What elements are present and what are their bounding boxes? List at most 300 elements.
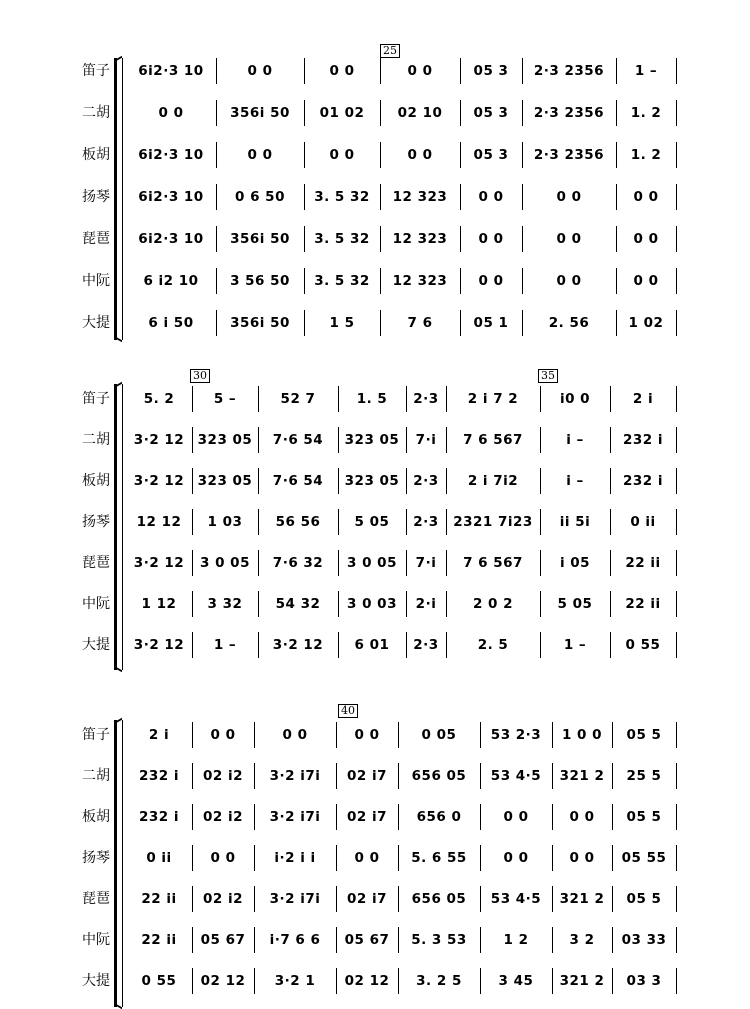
barline	[192, 427, 193, 453]
barline	[192, 509, 193, 535]
measure-notation: i 05	[559, 555, 591, 571]
barline	[460, 268, 461, 294]
measure-notation: 3. 2 5	[416, 973, 462, 989]
measure-notation: i0 0	[559, 391, 591, 407]
barline	[552, 886, 553, 912]
barline	[612, 804, 613, 830]
barline	[612, 927, 613, 953]
measure-notation: 12 323	[392, 189, 448, 205]
measure-notation: 7·i	[415, 432, 437, 448]
barline	[304, 100, 305, 126]
measure-notation: 2·3	[413, 514, 439, 530]
barline	[192, 632, 193, 658]
measure-notation: 25 5	[626, 768, 662, 784]
barline	[676, 763, 677, 789]
measure-notation: 0 0	[210, 727, 236, 743]
barline	[192, 591, 193, 617]
barline	[216, 268, 217, 294]
measure-notation: 1 5	[329, 315, 355, 331]
barline	[610, 468, 611, 494]
measure-notation: 0 0	[633, 273, 659, 289]
measure-notation: 56 56	[275, 514, 321, 530]
instrument-label: 扬琴	[82, 850, 110, 866]
measure-notation: 232 i	[138, 809, 179, 825]
measure-notation: 5. 2	[143, 391, 175, 407]
barline	[616, 310, 617, 336]
measure-notation: 0 05	[421, 727, 457, 743]
barline	[406, 386, 407, 412]
barline	[380, 100, 381, 126]
barline	[540, 509, 541, 535]
barline	[446, 427, 447, 453]
measure-notation: 6 i2 10	[143, 273, 199, 289]
barline	[610, 386, 611, 412]
barline	[192, 386, 193, 412]
barline	[610, 509, 611, 535]
measure-notation: 3·2 i7i	[269, 891, 321, 907]
measure-notation: 3 0 05	[200, 555, 250, 571]
instrument-label: 大提	[82, 973, 110, 989]
barline	[304, 142, 305, 168]
measure-notation: 3 32	[207, 596, 243, 612]
measure-notation: 1 2	[503, 932, 529, 948]
measure-notation: 6i2·3 10	[138, 231, 204, 247]
barline	[254, 722, 255, 748]
instrument-label: 二胡	[82, 105, 110, 121]
measure-notation: 0 0	[633, 231, 659, 247]
measure-notation: 321 2	[559, 973, 605, 989]
barline	[258, 591, 259, 617]
barline	[480, 927, 481, 953]
instrument-label: 中阮	[82, 273, 110, 289]
measure-notation: 2·3 2356	[533, 147, 605, 163]
measure-notation: 22 ii	[141, 891, 177, 907]
barline	[460, 58, 461, 84]
measure-notation: 7·6 32	[272, 555, 324, 571]
measure-notation: 7 6 567	[463, 555, 523, 571]
barline	[616, 58, 617, 84]
measure-notation: 0 0	[282, 727, 308, 743]
measure-notation: 0 0	[569, 809, 595, 825]
barline	[522, 310, 523, 336]
measure-notation: 0 6 50	[235, 189, 285, 205]
measure-notation: 5 –	[213, 391, 237, 407]
barline	[676, 927, 677, 953]
barline	[304, 268, 305, 294]
measure-notation: 1. 2	[630, 147, 662, 163]
measure-notation: 05 5	[626, 809, 662, 825]
measure-notation: 2·3 2356	[533, 63, 605, 79]
barline	[676, 722, 677, 748]
barline	[522, 184, 523, 210]
barline	[612, 968, 613, 994]
barline	[480, 845, 481, 871]
barline	[676, 845, 677, 871]
barline	[612, 886, 613, 912]
instrument-label: 板胡	[82, 809, 110, 825]
measure-notation: 232 i	[622, 432, 663, 448]
measure-notation: 02 i2	[202, 768, 243, 784]
measure-notation: 1 03	[207, 514, 243, 530]
measure-notation: 656 0	[416, 809, 462, 825]
measure-notation: 12 12	[136, 514, 182, 530]
barline	[398, 845, 399, 871]
measure-notation: 0 0	[633, 189, 659, 205]
measure-notation: 1 –	[563, 637, 587, 653]
barline	[398, 804, 399, 830]
measure-notation: 05 3	[473, 147, 509, 163]
measure-notation: 2·3	[413, 391, 439, 407]
measure-notation: i –	[566, 473, 584, 489]
measure-notation: 323 05	[197, 473, 253, 489]
measure-notation: 7·6 54	[272, 432, 324, 448]
measure-notation: 02 i7	[346, 768, 387, 784]
measure-notation: 1. 5	[356, 391, 388, 407]
measure-notation: 02 i7	[346, 891, 387, 907]
barline	[552, 763, 553, 789]
barline	[676, 58, 677, 84]
barline	[522, 142, 523, 168]
barline	[254, 804, 255, 830]
barline	[676, 632, 677, 658]
instrument-label: 笛子	[82, 391, 110, 407]
barline	[192, 886, 193, 912]
barline	[522, 58, 523, 84]
measure-notation: ii 5i	[559, 514, 591, 530]
barline	[192, 722, 193, 748]
measure-notation: 52 7	[280, 391, 316, 407]
barline	[254, 968, 255, 994]
measure-notation: 05 5	[626, 727, 662, 743]
barline	[446, 632, 447, 658]
barline	[616, 142, 617, 168]
barline	[676, 310, 677, 336]
barline	[676, 804, 677, 830]
measure-notation: 3. 5 32	[314, 189, 370, 205]
barline	[216, 142, 217, 168]
barline	[380, 310, 381, 336]
barline	[192, 763, 193, 789]
barline	[216, 58, 217, 84]
barline	[540, 550, 541, 576]
measure-notation: 05 55	[621, 850, 667, 866]
barline	[460, 100, 461, 126]
barline	[610, 632, 611, 658]
barline	[192, 845, 193, 871]
measure-notation: 02 12	[200, 973, 246, 989]
barline	[254, 927, 255, 953]
instrument-label: 琵琶	[82, 231, 110, 247]
barline	[480, 804, 481, 830]
measure-notation: 05 67	[200, 932, 246, 948]
measure-notation: 05 3	[473, 63, 509, 79]
measure-notation: 02 i7	[346, 809, 387, 825]
barline	[676, 550, 677, 576]
measure-notation: 1 02	[628, 315, 664, 331]
barline	[480, 763, 481, 789]
barline	[552, 927, 553, 953]
barline	[460, 184, 461, 210]
measure-notation: 356i 50	[230, 105, 290, 121]
measure-notation: 03 3	[626, 973, 662, 989]
barline	[216, 226, 217, 252]
barline	[336, 763, 337, 789]
measure-notation: 22 ii	[625, 596, 661, 612]
instrument-label: 大提	[82, 315, 110, 331]
barline	[192, 968, 193, 994]
measure-notation: 0 0	[247, 147, 273, 163]
barline	[522, 268, 523, 294]
measure-notation: 0 0	[407, 147, 433, 163]
barline	[258, 386, 259, 412]
measure-notation: 3·2 12	[133, 637, 185, 653]
barline	[216, 184, 217, 210]
barline	[336, 845, 337, 871]
barline	[254, 763, 255, 789]
instrument-label: 板胡	[82, 147, 110, 163]
measure-notation: 3 45	[498, 973, 534, 989]
measure-notation: 53 4·5	[490, 891, 542, 907]
measure-notation: 53 2·3	[490, 727, 542, 743]
barline	[258, 550, 259, 576]
measure-notation: 0 ii	[630, 514, 656, 530]
barline	[192, 550, 193, 576]
barline	[552, 845, 553, 871]
measure-notation: 2·3	[413, 637, 439, 653]
measure-notation: i·2 i i	[274, 850, 316, 866]
barline	[258, 509, 259, 535]
measure-notation: 22 ii	[141, 932, 177, 948]
barline	[522, 226, 523, 252]
measure-notation: 2 0 2	[472, 596, 514, 612]
measure-notation: 7·i	[415, 555, 437, 571]
barline	[398, 722, 399, 748]
measure-notation: 0 0	[556, 273, 582, 289]
barline	[612, 722, 613, 748]
measure-notation: 356i 50	[230, 315, 290, 331]
measure-notation: 0 ii	[146, 850, 172, 866]
system-line	[122, 384, 123, 670]
barline	[552, 804, 553, 830]
measure-notation: 5. 3 53	[411, 932, 467, 948]
measure-notation: 2 i	[632, 391, 654, 407]
barline	[192, 927, 193, 953]
measure-notation: 323 05	[344, 432, 400, 448]
barline	[380, 142, 381, 168]
barline	[336, 927, 337, 953]
measure-notation: 2·3 2356	[533, 105, 605, 121]
measure-notation: 3·2 1	[274, 973, 316, 989]
barline	[676, 509, 677, 535]
barline	[398, 968, 399, 994]
measure-notation: 1 –	[634, 63, 658, 79]
measure-notation: 0 0	[329, 147, 355, 163]
measure-notation: 3·2 12	[133, 555, 185, 571]
barline	[676, 386, 677, 412]
measure-notation: 7·6 54	[272, 473, 324, 489]
instrument-label: 中阮	[82, 932, 110, 948]
barline	[192, 468, 193, 494]
system-line	[122, 58, 123, 340]
barline	[446, 550, 447, 576]
measure-notation: 05 5	[626, 891, 662, 907]
barline	[338, 550, 339, 576]
measure-notation: 3·2 i7i	[269, 809, 321, 825]
measure-notation: 0 0	[210, 850, 236, 866]
measure-notation: 7 6 567	[463, 432, 523, 448]
instrument-label: 笛子	[82, 727, 110, 743]
barline	[446, 591, 447, 617]
barline	[540, 591, 541, 617]
measure-notation: 0 0	[354, 850, 380, 866]
barline	[338, 386, 339, 412]
measure-notation: 22 ii	[625, 555, 661, 571]
measure-notation: 05 67	[344, 932, 390, 948]
measure-notation: 3 0 05	[347, 555, 397, 571]
barline	[540, 386, 541, 412]
barline	[446, 468, 447, 494]
instrument-label: 琵琶	[82, 555, 110, 571]
measure-notation: 02 i2	[202, 891, 243, 907]
measure-notation: 3. 5 32	[314, 273, 370, 289]
measure-notation: 6i2·3 10	[138, 147, 204, 163]
measure-notation: 232 i	[138, 768, 179, 784]
rehearsal-mark-25: 25	[380, 44, 400, 58]
measure-notation: 0 0	[247, 63, 273, 79]
barline	[616, 100, 617, 126]
barline	[676, 886, 677, 912]
instrument-label: 中阮	[82, 596, 110, 612]
barline	[522, 100, 523, 126]
rehearsal-mark-40: 40	[338, 704, 358, 718]
barline	[406, 468, 407, 494]
instrument-label: 琵琶	[82, 891, 110, 907]
barline	[258, 468, 259, 494]
measure-notation: 2·3	[413, 473, 439, 489]
barline	[406, 632, 407, 658]
barline	[540, 468, 541, 494]
measure-notation: 2·i	[415, 596, 437, 612]
system-bracket	[114, 58, 117, 340]
barline	[676, 142, 677, 168]
barline	[552, 722, 553, 748]
barline	[676, 468, 677, 494]
barline	[338, 591, 339, 617]
barline	[540, 427, 541, 453]
barline	[676, 268, 677, 294]
measure-notation: 02 12	[344, 973, 390, 989]
barline	[216, 100, 217, 126]
barline	[192, 804, 193, 830]
measure-notation: 2. 56	[548, 315, 590, 331]
measure-notation: 0 0	[329, 63, 355, 79]
measure-notation: 0 0	[478, 273, 504, 289]
measure-notation: 0 0	[556, 189, 582, 205]
measure-notation: 3·2 12	[133, 473, 185, 489]
barline	[304, 58, 305, 84]
barline	[552, 968, 553, 994]
barline	[480, 968, 481, 994]
measure-notation: 2321 7i23	[453, 514, 533, 530]
barline	[676, 100, 677, 126]
barline	[446, 386, 447, 412]
measure-notation: 5 05	[557, 596, 593, 612]
system-bracket	[114, 384, 117, 670]
barline	[676, 184, 677, 210]
measure-notation: 5 05	[354, 514, 390, 530]
barline	[406, 427, 407, 453]
measure-notation: 05 3	[473, 105, 509, 121]
barline	[338, 509, 339, 535]
barline	[480, 722, 481, 748]
instrument-label: 板胡	[82, 473, 110, 489]
measure-notation: 53 4·5	[490, 768, 542, 784]
barline	[676, 968, 677, 994]
measure-notation: 6i2·3 10	[138, 189, 204, 205]
measure-notation: 356i 50	[230, 231, 290, 247]
measure-notation: 656 05	[411, 768, 467, 784]
barline	[304, 310, 305, 336]
barline	[616, 184, 617, 210]
barline	[338, 632, 339, 658]
barline	[254, 845, 255, 871]
barline	[406, 550, 407, 576]
measure-notation: 12 323	[392, 231, 448, 247]
measure-notation: 2 i 7i2	[467, 473, 519, 489]
measure-notation: 323 05	[197, 432, 253, 448]
measure-notation: 1 12	[141, 596, 177, 612]
barline	[398, 886, 399, 912]
measure-notation: 0 0	[503, 850, 529, 866]
measure-notation: i·7 6 6	[269, 932, 321, 948]
measure-notation: 321 2	[559, 768, 605, 784]
measure-notation: 3·2 12	[272, 637, 324, 653]
barline	[540, 632, 541, 658]
measure-notation: 1 –	[213, 637, 237, 653]
measure-notation: 2. 5	[477, 637, 509, 653]
measure-notation: 6i2·3 10	[138, 63, 204, 79]
barline	[676, 591, 677, 617]
barline	[336, 722, 337, 748]
measure-notation: 656 05	[411, 891, 467, 907]
barline	[398, 927, 399, 953]
measure-notation: 321 2	[559, 891, 605, 907]
measure-notation: 0 55	[625, 637, 661, 653]
measure-notation: 0 0	[407, 63, 433, 79]
barline	[216, 310, 217, 336]
barline	[406, 509, 407, 535]
measure-notation: 2 i	[148, 727, 170, 743]
instrument-label: 笛子	[82, 63, 110, 79]
barline	[610, 550, 611, 576]
measure-notation: 6 i 50	[148, 315, 194, 331]
barline	[480, 886, 481, 912]
barline	[338, 468, 339, 494]
measure-notation: 6 01	[354, 637, 390, 653]
measure-notation: 0 0	[569, 850, 595, 866]
barline	[616, 226, 617, 252]
barline	[612, 763, 613, 789]
measure-notation: 1. 2	[630, 105, 662, 121]
barline	[610, 591, 611, 617]
measure-notation: 0 0	[354, 727, 380, 743]
system-line	[122, 720, 123, 1007]
measure-notation: 3 2	[569, 932, 595, 948]
barline	[676, 427, 677, 453]
measure-notation: 3. 5 32	[314, 231, 370, 247]
measure-notation: 3·2 i7i	[269, 768, 321, 784]
barline	[406, 591, 407, 617]
